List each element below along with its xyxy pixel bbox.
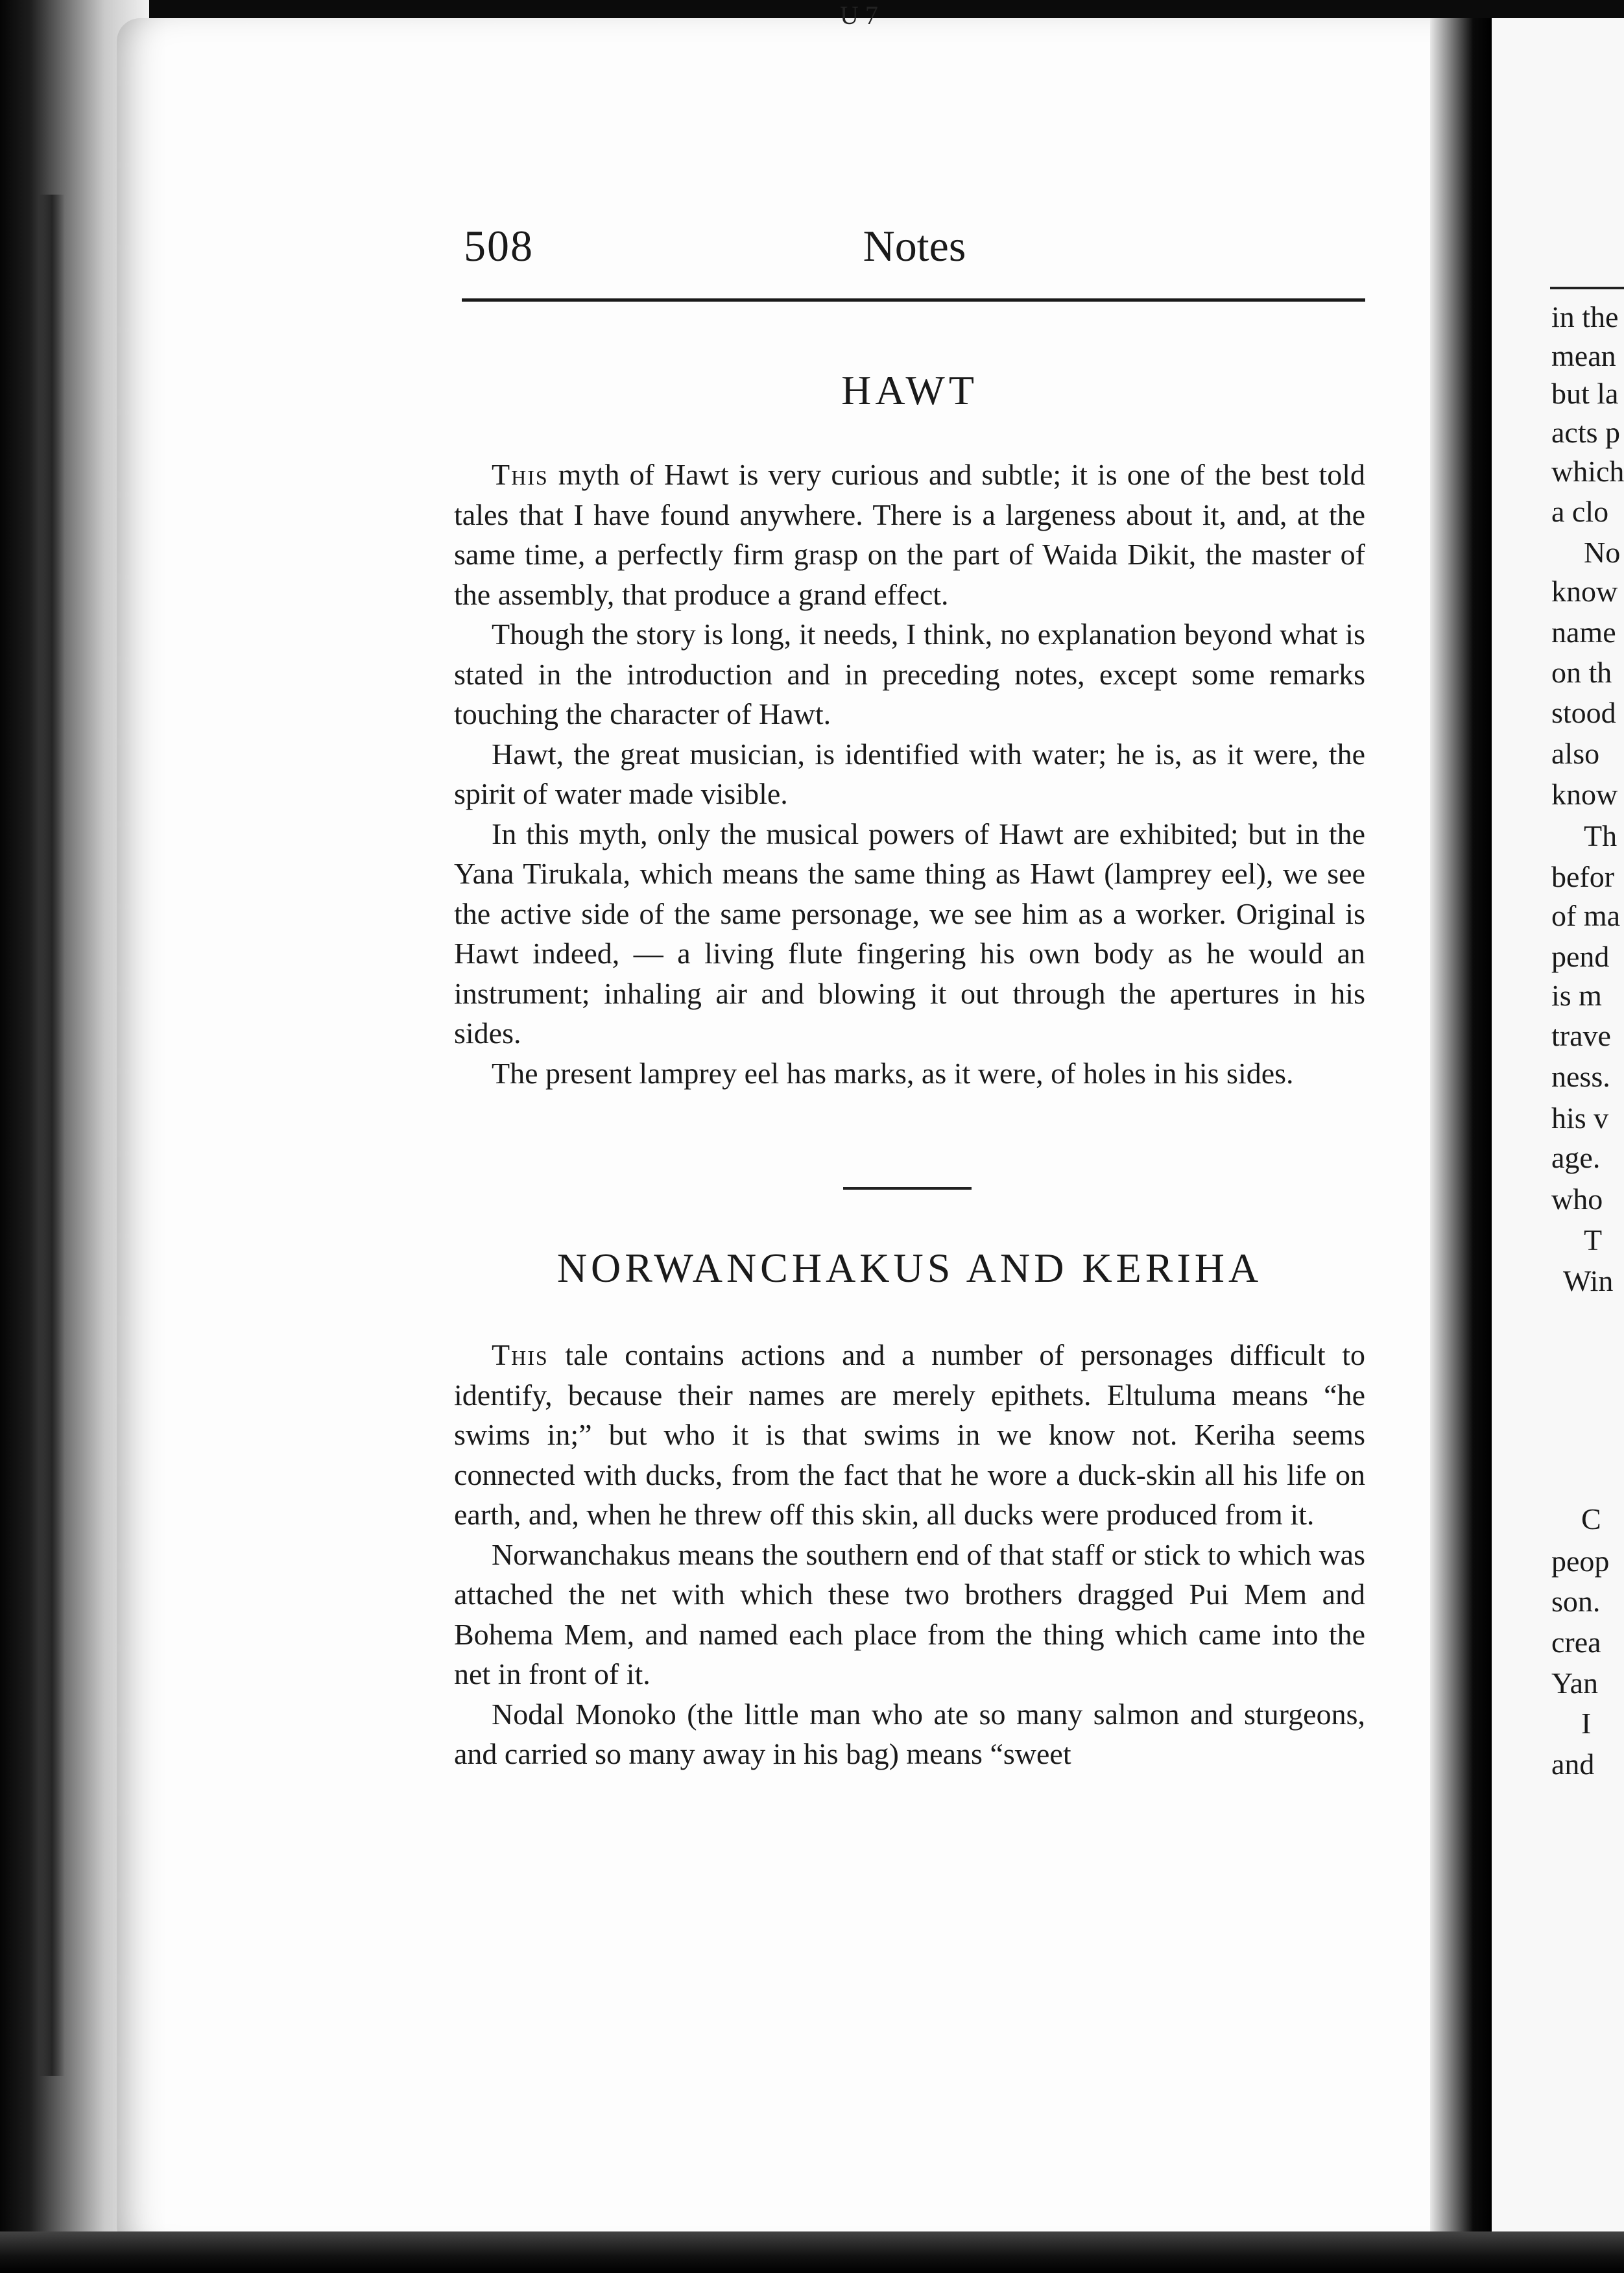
facing-page-text-fragment: T (1584, 1223, 1603, 1257)
facing-page-text-fragment: I (1581, 1707, 1592, 1740)
facing-page (1492, 18, 1624, 2250)
facing-page-text-fragment: mean (1551, 339, 1616, 372)
facing-page-text-fragment: on th (1551, 656, 1612, 689)
facing-page-text-fragment: ness. (1551, 1060, 1610, 1093)
paragraph-lead: This (492, 1338, 549, 1371)
facing-page-text-fragment: know (1551, 778, 1618, 811)
facing-page-text-fragment: is m (1551, 979, 1602, 1012)
facing-page-text-fragment: pend (1551, 940, 1610, 973)
paragraph (454, 455, 1365, 614)
facing-page-text-fragment: crea (1551, 1626, 1601, 1659)
section-norwanchakus (454, 1244, 1365, 1774)
facing-page-text-fragment: a clo (1551, 495, 1609, 528)
facing-page-text-fragment: befor (1551, 860, 1615, 893)
section-title: NORWANCHAKUS AND KERIHA (556, 1245, 1263, 1291)
book-page (117, 18, 1453, 2250)
paragraph-text: myth of Hawt is very curious and subtle; it is one of the best told tales that I have found anywhere. There is a largeness about it, and, at the same time, a perfectly firm grasp on the part of Waida Dikit, the master of the assembly, that produce a grand effect. (454, 458, 1365, 611)
facing-page-text-fragment: know (1551, 575, 1618, 608)
paragraph-text: tale contains actions and a number of personages difficult to identify, because their names are merely epithets. Eltuluma means “he swims in;” but who it is that swims in we know not. Keriha seems connected with ducks, from the fact that he wore a duck-skin all his life on earth, and, when he threw off this skin, all ducks were produced from it. (454, 1338, 1365, 1531)
facing-page-text-fragment: of ma (1551, 899, 1621, 932)
section-title: HAWT (841, 367, 978, 413)
top-handwritten-mark: U 7 (840, 1, 878, 30)
facing-page-text-fragment: acts p (1551, 416, 1621, 449)
facing-page-text-fragment: stood (1551, 696, 1616, 729)
facing-page-text-fragment: C (1581, 1502, 1601, 1535)
paragraph: In this myth, only the musical powers of Hawt are exhibited; but in the Yana Tirukala, which means the same thing as Hawt (lamprey eel), we see the active side of the same personage, we see him as a worker. Original is Hawt indeed, — a living flute fingering his own body as he would an instrument; inhaling air and blowing it out through the apertures in his sides. (454, 817, 1365, 1050)
paragraph: The present lamprey eel has marks, as it were, of holes in his sides. (492, 1056, 1294, 1090)
section-divider (843, 1187, 972, 1190)
facing-page-text-fragment: trave (1551, 1019, 1611, 1052)
page-number: 508 (464, 221, 534, 271)
paragraph: Nodal Monoko (the little man who ate so many salmon and sturgeons, and carried so many away in his bag) means “sweet (454, 1697, 1365, 1770)
scan-bottom-border (0, 2231, 1624, 2273)
facing-page-text-fragment: age. (1551, 1141, 1601, 1174)
paragraph: Hawt, the great musician, is identified with water; he is, as it were, the spirit of water made visible. (454, 737, 1365, 810)
facing-page-text-fragment: son. (1551, 1585, 1601, 1618)
facing-page-text-fragment: in the (1551, 300, 1619, 333)
facing-page-header-rule (1550, 287, 1624, 289)
facing-page-text-fragment: Win (1563, 1264, 1614, 1297)
facing-page-text-fragment: who (1551, 1183, 1603, 1216)
facing-page-text-fragment: Th (1584, 819, 1618, 852)
running-header (464, 221, 1365, 292)
facing-page-text-fragment: also (1551, 737, 1600, 770)
header-rule (462, 298, 1365, 302)
facing-page-text-fragment: and (1551, 1748, 1595, 1781)
book-binding-edge (39, 195, 65, 2076)
paragraph (454, 1335, 1365, 1535)
facing-page-text-fragment: his v (1551, 1101, 1609, 1135)
facing-page-text-fragment: name (1551, 616, 1616, 649)
paragraph: Though the story is long, it needs, I think, no explanation beyond what is stated in the introduction and in preceding notes, except some remarks touching the character of Hawt. (454, 618, 1365, 730)
running-title: Notes (863, 221, 966, 271)
section-hawt (454, 367, 1365, 1093)
facing-page-text-fragment: peop (1551, 1545, 1610, 1578)
facing-page-text-fragment: Yan (1551, 1666, 1599, 1700)
paragraph: Norwanchakus means the southern end of that staff or stick to which was attached the net with which these two brothers dragged Pui Mem and Bohema Mem, and named each place from the thing which came into the net in front of it. (454, 1537, 1365, 1690)
book-gutter (1430, 18, 1492, 2250)
paragraph-lead: This (492, 458, 549, 491)
facing-page-text-fragment: No (1584, 536, 1621, 569)
facing-page-text-fragment: which (1551, 455, 1624, 488)
facing-page-text-fragment: but la (1551, 377, 1619, 410)
